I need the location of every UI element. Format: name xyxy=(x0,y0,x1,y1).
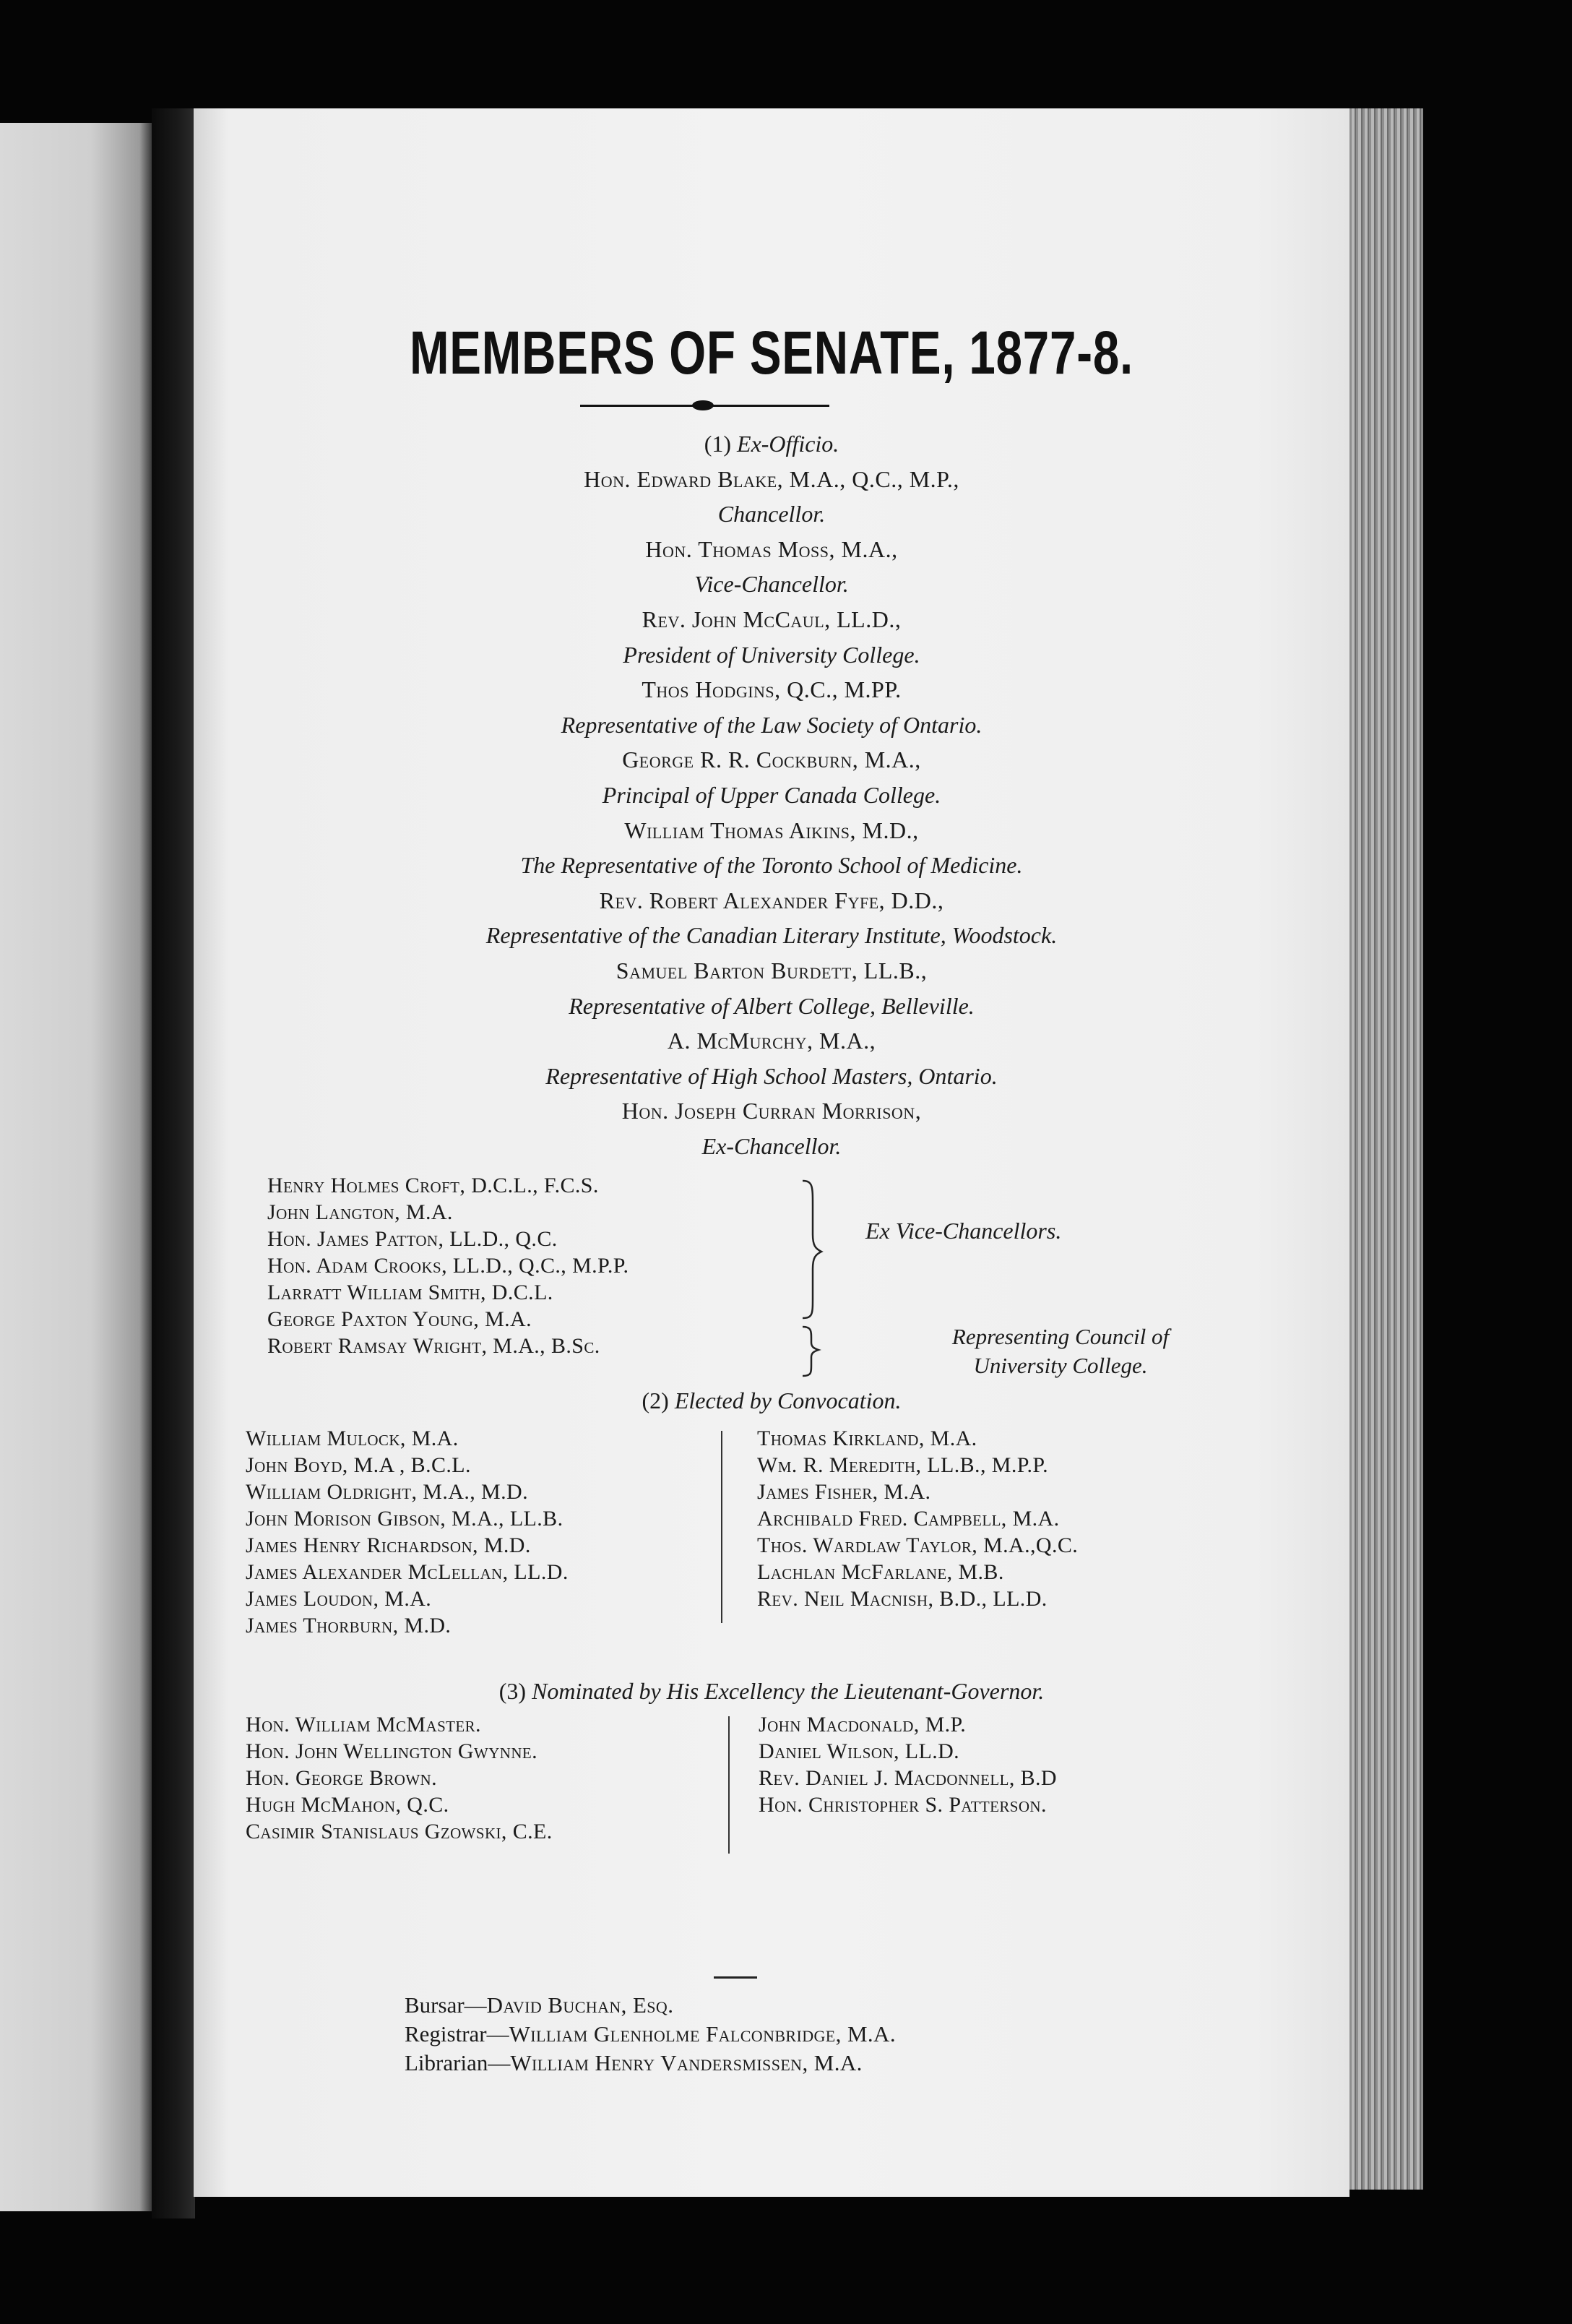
column-divider xyxy=(728,1716,730,1854)
member-role: Principal of Upper Canada College. xyxy=(602,781,941,808)
ex-officio-section xyxy=(194,426,1349,1163)
officer-title: Bursar— xyxy=(405,1992,487,2018)
member-role: Representative of High School Masters, Ontario. xyxy=(545,1062,998,1089)
member-name: Thos Hodgins, Q.C., M.PP. xyxy=(642,676,902,703)
list-item: Hugh McMahon, Q.C. xyxy=(246,1793,449,1817)
list-item: John Langton, M.A. xyxy=(267,1200,453,1224)
list-item: Larratt William Smith, D.C.L. xyxy=(267,1281,553,1304)
list-item: Thomas Kirkland, M.A. xyxy=(757,1426,977,1450)
member-name: A. McMurchy, M.A., xyxy=(667,1028,876,1054)
title-ornament-rule xyxy=(580,400,829,411)
section-heading xyxy=(194,426,1349,462)
member-role: Chancellor. xyxy=(717,501,826,528)
section-number: (2) xyxy=(642,1387,669,1413)
member-name: Rev. Robert Alexander Fyfe, D.D., xyxy=(599,887,944,913)
list-item: Rev. Neil Macnish, B.D., LL.D. xyxy=(757,1587,1048,1611)
member-name: Hon. Edward Blake, M.A., Q.C., M.P., xyxy=(584,465,959,492)
list-item: Casimir Stanislaus Gzowski, C.E. xyxy=(246,1820,553,1843)
ex-vice-chancellors-label: Ex Vice-Chancellors. xyxy=(865,1218,1062,1244)
list-item: Robert Ramsay Wright, M.A., B.Sc. xyxy=(267,1334,600,1358)
section-title: Nominated by His Excellency the Lieutenant-Governor. xyxy=(532,1678,1045,1704)
council-label-line: Representing Council of xyxy=(951,1324,1170,1349)
member-name: William Thomas Aikins, M.D., xyxy=(624,817,919,843)
list-item: Hon. Christopher S. Patterson. xyxy=(759,1793,1047,1817)
member-role: The Representative of the Toronto School of Medicine. xyxy=(520,852,1023,879)
page-title: MEMBERS OF SENATE, 1877-8. xyxy=(409,319,1134,387)
curly-brace-council xyxy=(797,1322,826,1380)
column-divider xyxy=(721,1431,722,1623)
section-number: (1) xyxy=(704,431,732,457)
officer-name: William Glenholme Falconbridge, M.A. xyxy=(509,2021,896,2047)
officers-list xyxy=(405,1991,896,2078)
list-item: John Morison Gibson, M.A., LL.B. xyxy=(246,1507,563,1531)
nominated-left-column xyxy=(246,1711,553,1845)
member-name: George R. R. Cockburn, M.A., xyxy=(622,746,921,773)
list-item: Rev. Daniel J. Macdonnell, B.D xyxy=(759,1766,1057,1790)
member-role: Representative of Albert College, Belleville. xyxy=(569,992,975,1019)
council-label-line: University College. xyxy=(973,1353,1148,1378)
list-item: James Loudon, M.A. xyxy=(246,1587,432,1611)
member-name: Hon. Thomas Moss, M.A., xyxy=(645,535,898,562)
list-item: Henry Holmes Croft, D.C.L., F.C.S. xyxy=(267,1174,599,1197)
list-item: James Fisher, M.A. xyxy=(757,1480,931,1504)
section-title: Ex-Officio. xyxy=(737,431,839,457)
nominated-right-column xyxy=(759,1711,1057,1818)
list-item: James Thorburn, M.D. xyxy=(246,1614,452,1637)
list-item: Hon. James Patton, LL.D., Q.C. xyxy=(267,1227,558,1251)
list-item: John Macdonald, M.P. xyxy=(759,1713,967,1736)
book-gutter xyxy=(152,108,195,2218)
section-title: Elected by Convocation. xyxy=(674,1387,902,1413)
list-item: Hon. John Wellington Gwynne. xyxy=(246,1739,538,1763)
officer-title: Librarian— xyxy=(405,2050,511,2075)
member-role: Representative of the Canadian Literary Institute, Woodstock. xyxy=(485,922,1058,949)
section-number: (3) xyxy=(498,1678,527,1704)
list-item: Archibald Fred. Campbell, M.A. xyxy=(757,1507,1060,1531)
list-item: Hon. George Brown. xyxy=(246,1766,438,1790)
member-role: Ex-Chancellor. xyxy=(701,1132,842,1159)
officer-name: William Henry Vandersmissen, M.A. xyxy=(510,2050,863,2075)
officer-row xyxy=(405,2020,896,2049)
list-item: George Paxton Young, M.A. xyxy=(267,1307,532,1331)
list-item: Daniel Wilson, LL.D. xyxy=(759,1739,960,1763)
page-edges xyxy=(1349,108,1423,2190)
officer-name: David Buchan, Esq. xyxy=(486,1992,674,2018)
member-role: Vice-Chancellor. xyxy=(694,571,849,598)
convocation-right-column xyxy=(757,1425,1078,1612)
list-item: Hon. Adam Crooks, LL.D., Q.C., M.P.P. xyxy=(267,1254,629,1278)
list-item: James Henry Richardson, M.D. xyxy=(246,1533,531,1557)
member-name: Hon. Joseph Curran Morrison, xyxy=(621,1098,922,1124)
list-item: Lachlan McFarlane, M.B. xyxy=(757,1560,1004,1584)
facing-page-edge xyxy=(0,123,152,2211)
member-role: President of University College. xyxy=(623,641,920,668)
list-item: William Mulock, M.A. xyxy=(246,1426,459,1450)
list-item: Hon. William McMaster. xyxy=(246,1713,481,1736)
section-heading xyxy=(194,1387,1349,1414)
list-item: James Alexander McLellan, LL.D. xyxy=(246,1560,569,1584)
officer-row xyxy=(405,1991,896,2020)
member-role: Representative of the Law Society of Ontario. xyxy=(561,711,982,738)
member-name: Rev. John McCaul, LL.D., xyxy=(642,606,902,632)
section-heading xyxy=(194,1678,1349,1705)
council-label xyxy=(887,1322,1234,1380)
section-divider xyxy=(714,1976,757,1979)
list-item: William Oldright, M.A., M.D. xyxy=(246,1480,528,1504)
convocation-left-column xyxy=(246,1425,569,1639)
member-name: Samuel Barton Burdett, LL.B., xyxy=(616,957,928,984)
officer-row xyxy=(405,2049,896,2078)
list-item: Wm. R. Meredith, LL.B., M.P.P. xyxy=(757,1453,1049,1477)
officer-title: Registrar— xyxy=(405,2021,509,2047)
document-page xyxy=(194,108,1349,2197)
list-item: Thos. Wardlaw Taylor, M.A.,Q.C. xyxy=(757,1533,1079,1557)
list-item: John Boyd, M.A , B.C.L. xyxy=(246,1453,471,1477)
